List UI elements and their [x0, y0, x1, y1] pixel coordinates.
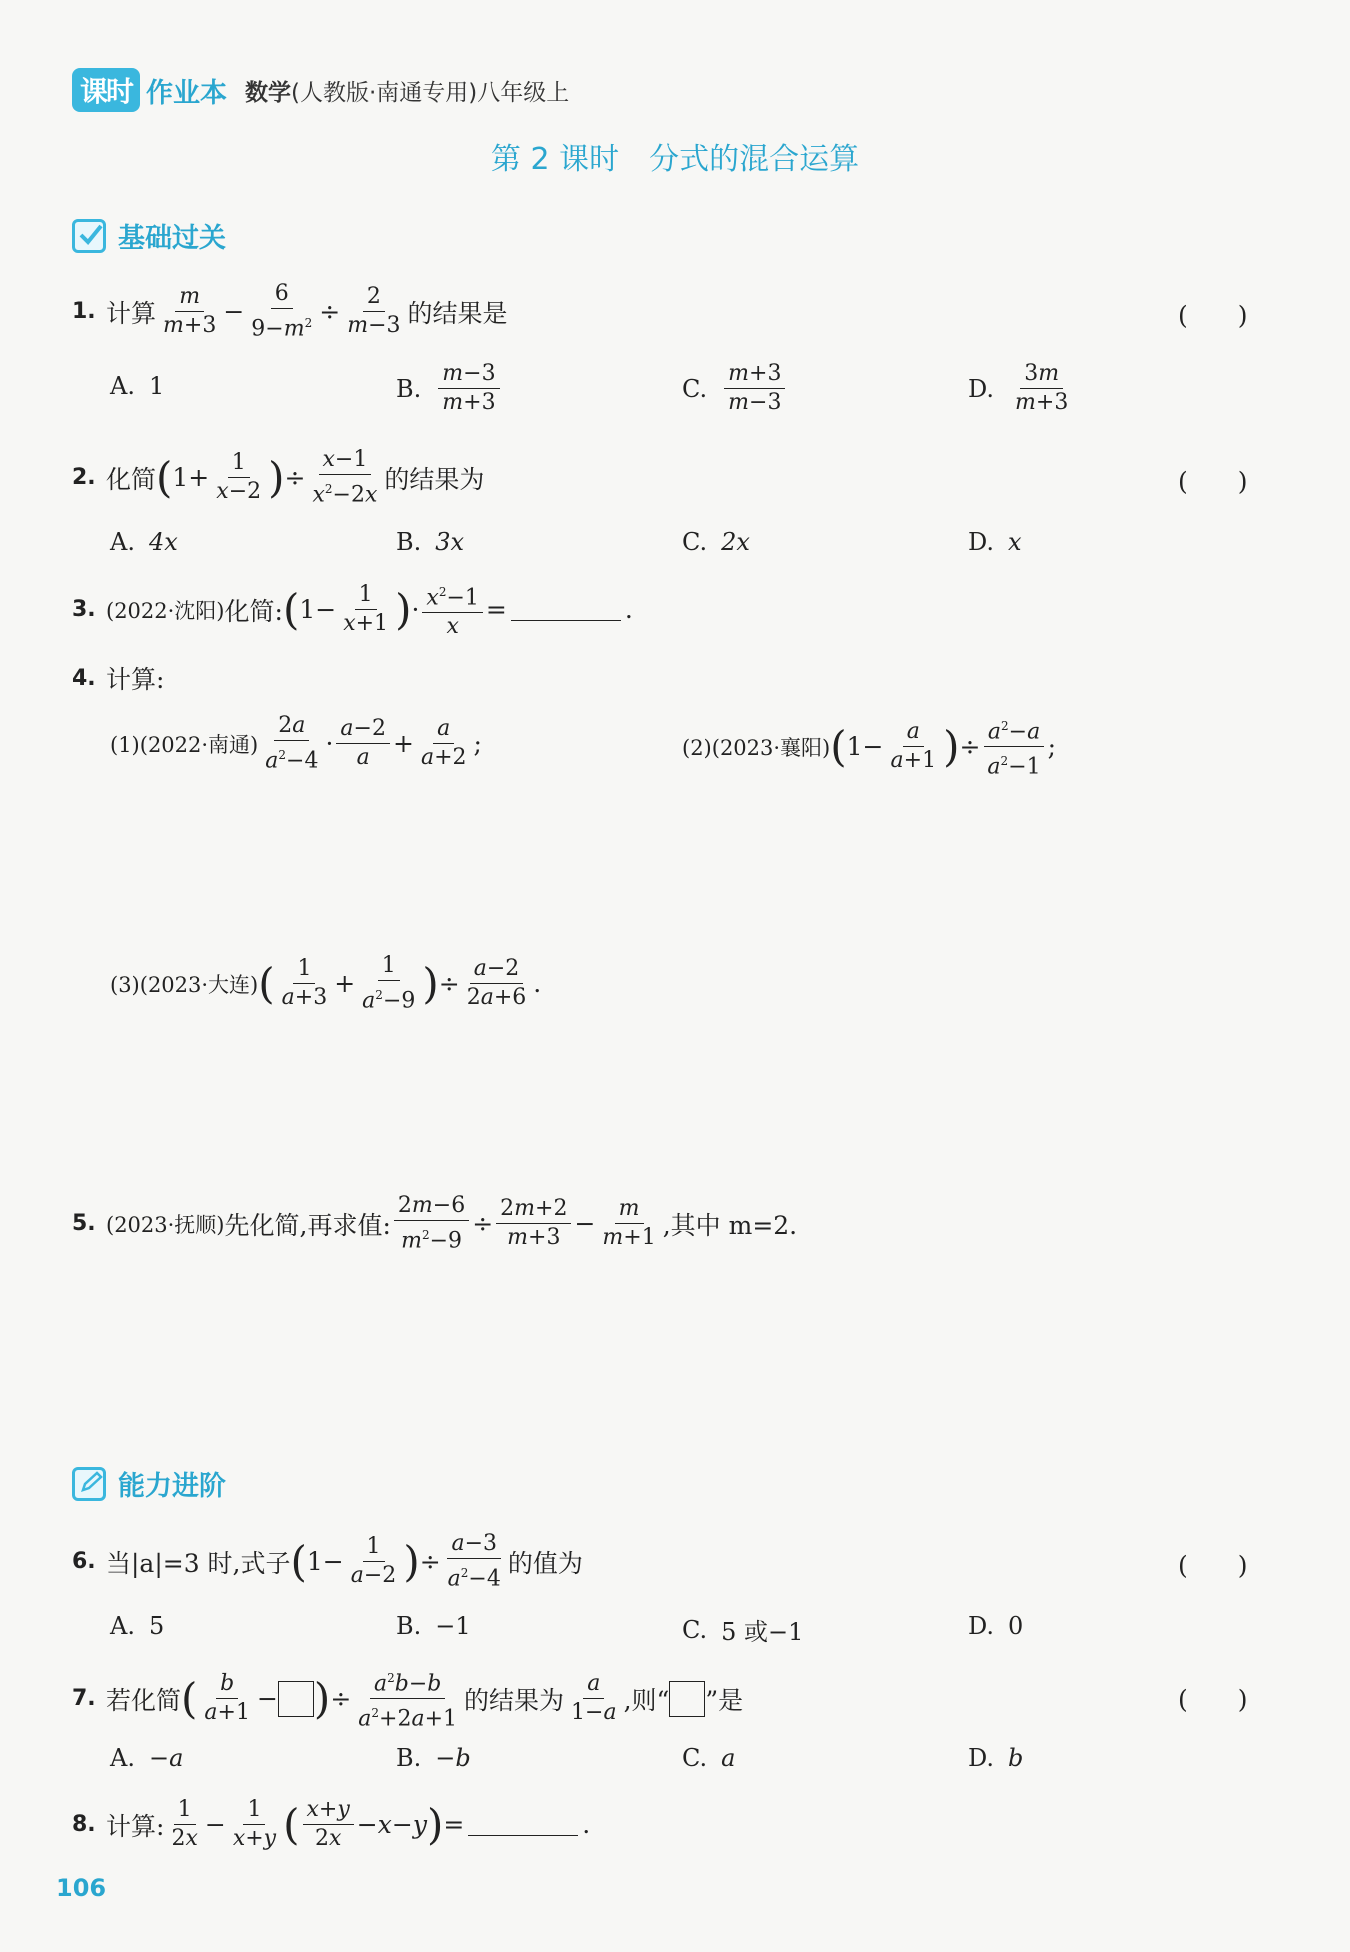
header — [72, 70, 569, 110]
option-c[interactable]: C. $\frac{m+3}{m-3}$ — [682, 360, 788, 417]
answer-bracket[interactable]: ( ) — [1178, 1551, 1248, 1580]
pencil-icon — [72, 1467, 106, 1501]
section-basic — [72, 216, 226, 255]
option-c[interactable]: C. 2x — [682, 528, 750, 556]
question-number: 5. — [72, 1211, 96, 1237]
blank-box[interactable] — [278, 1681, 314, 1717]
question-tail: 的结果为 — [384, 464, 485, 494]
question-4-part-2: (2)(2023·襄阳) ( 1− $\frac{a}{a+1}$ ) ÷ $\frac{a^2-a}{a^2-1}$ ; — [682, 712, 1056, 782]
question-lead: 先化简,再求值: — [224, 1210, 391, 1240]
question-number: 3. — [72, 597, 96, 623]
question-lead: 若化简 — [106, 1685, 182, 1715]
fraction: $\frac{m}{m+3}$ — [163, 284, 217, 339]
question-source: (2022·沈阳) — [106, 598, 225, 623]
option-d[interactable]: D. 0 — [968, 1612, 1024, 1640]
question-4-part-1: (1)(2022·南通) $\frac{2a}{a^2-4}$ · $\frac{a-2}{a}$ + $\frac{a}{a+2}$ ; — [110, 713, 482, 774]
question-tail: ,其中 m=2. — [662, 1210, 798, 1240]
answer-blank[interactable] — [511, 598, 621, 621]
option-b[interactable]: B. −1 — [396, 1612, 471, 1640]
question-lead: 计算: — [106, 665, 165, 694]
blank-box[interactable] — [669, 1681, 705, 1717]
question-tail: 的值为 — [507, 1548, 583, 1578]
option-a[interactable]: A. 5 — [110, 1612, 165, 1640]
question-lead: 当|a|=3 时,式子 — [106, 1548, 291, 1578]
question-1: 1. 计算 $\frac{m}{m+3}$ − $\frac{6}{9-m^2}$ ÷ $\frac{2}{m-3}$ 的结果是 — [72, 281, 508, 342]
brand-name: 作业本 — [146, 77, 228, 109]
question-2: 2. 化简 ( 1+ $\frac{1}{x-2}$ ) ÷ $\frac{x-1}{x^2-2x}$ 的结果为 — [72, 447, 485, 508]
option-a[interactable]: A. 1 — [110, 372, 165, 400]
subject-label — [245, 74, 569, 107]
option-d[interactable]: D. x — [968, 528, 1022, 556]
question-4-part-3: (3)(2023·大连) ( $\frac{1}{a+3}$ + $\frac{1}{a^2-9}$ ) ÷ $\frac{a-2}{2a+6}$ . — [110, 953, 542, 1014]
question-3: 3. (2022·沈阳) 化简: ( 1− $\frac{1}{x+1}$ ) · $\frac{x^2-1}{x}$ = . — [72, 578, 633, 641]
question-number: 7. — [72, 1686, 96, 1712]
section-advanced — [72, 1464, 226, 1503]
question-lead: 计算: — [106, 1811, 165, 1841]
question-lead: 化简 — [106, 464, 157, 494]
answer-bracket[interactable]: ( ) — [1178, 301, 1248, 330]
option-c[interactable]: C. a — [682, 1744, 736, 1772]
question-number: 2. — [72, 465, 96, 491]
question-8: 8. 计算: $\frac{1}{2x}$ − $\frac{1}{x+y}$ ( $\frac{x+y}{2x}$ −x−y ) = . — [72, 1797, 591, 1851]
question-number: 1. — [72, 299, 96, 325]
option-d[interactable]: D. $\frac{3m}{m+3}$ — [968, 361, 1069, 415]
question-5: 5. (2023·抚顺) 先化简,再求值: $\frac{2m-6}{m^2-9}$ ÷ $\frac{2m+2}{m+3}$ − $\frac{m}{m+1}$ ,其中 m=2. — [72, 1193, 798, 1254]
question-tail: 的结果是 — [407, 298, 508, 328]
checkbox-icon — [72, 219, 106, 253]
question-lead: 计算 — [106, 298, 157, 328]
answer-blank[interactable] — [468, 1813, 578, 1836]
option-b[interactable]: B. −b — [396, 1744, 471, 1772]
lesson-title: 第 2 课时 分式的混合运算 — [490, 142, 860, 177]
question-4 — [72, 660, 164, 696]
fraction: $\frac{2}{m-3}$ — [347, 284, 401, 339]
subject-name: 数学 — [245, 79, 292, 106]
question-6: 6. 当|a|=3 时,式子 ( 1− $\frac{1}{a-2}$ ) ÷ $\frac{a-3}{a^2-4}$ 的值为 — [72, 1531, 583, 1592]
question-7: 7. 若化简 ( $\frac{b}{a+1}$ − ) ÷ $\frac{a^2b-b}{a^2+2a+1}$ 的结果为 $\frac{a}{1-a}$ ,则“ ”是 — [72, 1664, 743, 1734]
page-number: 106 — [56, 1874, 107, 1902]
question-number: 8. — [72, 1812, 96, 1837]
edition-label: (人教版·南通专用)八年级上 — [291, 79, 570, 106]
question-number: 4. — [72, 665, 96, 691]
question-lead: 化简: — [224, 596, 283, 626]
option-b[interactable]: B. 3x — [396, 528, 465, 556]
brand-logo: 课时 — [72, 68, 140, 112]
question-source: (3)(2023·大连) — [110, 972, 259, 997]
option-c[interactable]: C. 5 或−1 — [682, 1615, 804, 1646]
option-d[interactable]: D. b — [968, 1744, 1024, 1772]
option-b[interactable]: B. $\frac{m-3}{m+3}$ — [396, 360, 503, 417]
fraction: $\frac{1}{x+1}$ — [343, 582, 389, 637]
fraction: $\frac{x-1}{x^2-2x}$ — [312, 447, 378, 508]
option-a[interactable]: A. −a — [110, 1744, 184, 1772]
answer-bracket[interactable]: ( ) — [1178, 467, 1248, 496]
option-a[interactable]: A. 4x — [110, 528, 178, 556]
question-source: (1)(2022·南通) — [110, 732, 259, 757]
fraction: $\frac{6}{9-m^2}$ — [251, 281, 313, 342]
question-source: (2023·抚顺) — [106, 1212, 225, 1237]
question-number: 6. — [72, 1549, 96, 1575]
question-source: (2)(2023·襄阳) — [682, 735, 831, 760]
fraction: $\frac{1}{x-2}$ — [216, 450, 262, 505]
fraction: $\frac{x^2-1}{x}$ — [422, 578, 483, 641]
answer-bracket[interactable]: ( ) — [1178, 1685, 1248, 1714]
question-mid: 的结果为 — [464, 1685, 565, 1715]
section-basic-title: 基础过关 — [118, 223, 226, 254]
section-advanced-title: 能力进阶 — [118, 1471, 226, 1502]
